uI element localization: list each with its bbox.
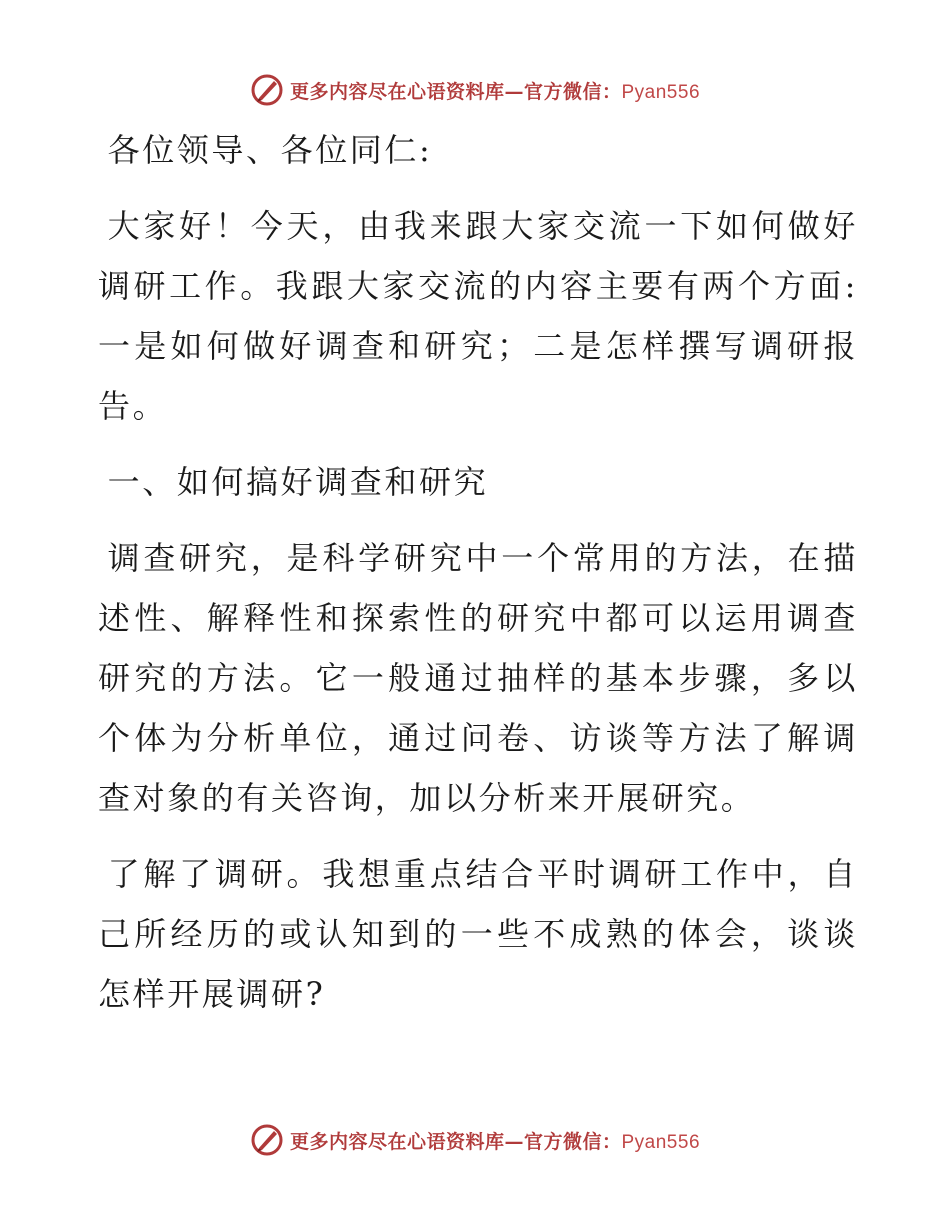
document-body <box>98 120 858 1024</box>
banner-wechat-id: Pyan556 <box>621 1131 701 1153</box>
paragraph-intro: 大家好！今天，由我来跟大家交流一下如何做好调研工作。我跟大家交流的内容主要有两个方面:一是如何做好调查和研究；二是怎样撰写调研报告。 <box>98 207 858 425</box>
banner-label: 更多内容尽在心语资料库—官方微信： <box>289 80 622 103</box>
banner-text <box>290 77 700 104</box>
salutation: 各位领导、各位同仁: <box>107 131 433 169</box>
paragraph-experience: 了解了调研。我想重点结合平时调研工作中，自己所经历的或认知到的一些不成熟的体会，谈谈怎样开展调研? <box>98 855 858 1013</box>
banner-text <box>290 1127 700 1154</box>
paragraph-research: 调查研究，是科学研究中一个常用的方法，在描述性、解释性和探索性的研究中都可以运用调查研究的方法。它一般通过抽样的基本步骤，多以个体为分析单位，通过问卷、访谈等方法了解调查对象的有关咨询，加以分析来开展研究。 <box>98 539 858 817</box>
section-heading: 一、如何搞好调查和研究 <box>107 463 489 501</box>
quill-pen-logo-icon <box>250 73 284 107</box>
header-banner <box>0 68 950 112</box>
banner-label: 更多内容尽在心语资料库—官方微信： <box>289 1130 622 1153</box>
quill-pen-logo-icon <box>250 1123 284 1157</box>
footer-banner <box>0 1118 950 1162</box>
banner-wechat-id: Pyan556 <box>621 81 701 103</box>
